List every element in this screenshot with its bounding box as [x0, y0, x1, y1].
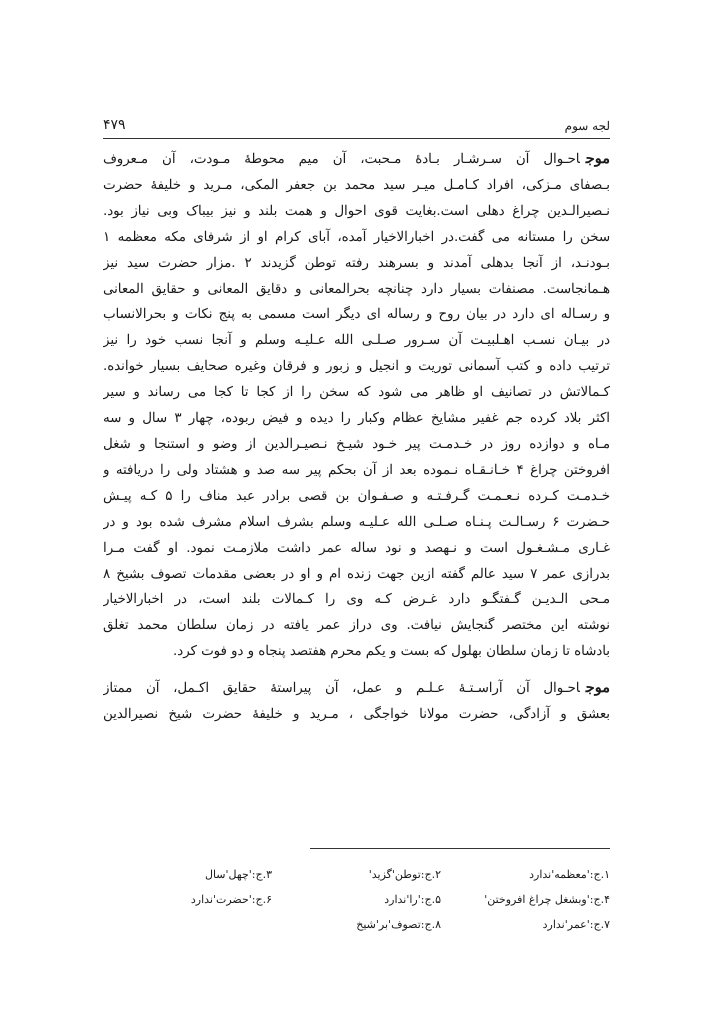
footnote-row [103, 862, 610, 887]
footnote: ۸.ج:تصوف'بر'شیخ [356, 918, 441, 931]
text-line: بعشق و آزادگی، حضرت مولانا خواجگی ، مـرید و خلیفهٔ حضرت شیخ نصیرالدین [103, 707, 610, 723]
text-line: حـضرت ۶ رسـالـت پـنـاه صـلـی الله عـلیـه وسلم بشرف اسلام مشرف شده بود و در [103, 514, 610, 530]
paragraph-lead: موج [585, 679, 610, 697]
footnote: ۵.ج:'را'ندارد [384, 893, 441, 906]
footnote: ۳.ج:'چهل'سال [204, 868, 272, 881]
footnote: ۴.ج:'وبشغل چراغ افروختن' [484, 893, 610, 906]
page-number: ۴۷۹ [103, 117, 126, 133]
text-line: افروختن چراغ ۴ خـانـقـاه نـموده بعد از آن بحکم پیر سه صد و هشتاد ولی را دریافته و [103, 462, 610, 478]
text-line: نـصیرالـدین چراغ دهلی است.بغایت قوی احوال و همت بلند و نیز بیباک وبی نیاز بود. [103, 203, 610, 219]
text-line: بـودنـد، از آنجا بدهلی آمدند و بسرهند رفته توطن گزیدند ۲ .مزار حضرت سید نیز [103, 255, 610, 271]
text-line: ترتیب داده و کتب آسمانی توریت و انجیل و زبور و فرقان وغیره صحایف بسیار خوانده. [103, 359, 610, 375]
text-line: مـاه و دوازده روز در خـدمـت پیر خـود شیـخ نـصیـرالدین از وضو و استنجا و شغل [103, 436, 610, 452]
text-line: نوشته این مختصر گنجایش نیافت. وی دراز عمر یافته در زمان سلطان محمد تغلق [103, 618, 610, 634]
text-line: بادشاه تا زمان سلطان بهلول که بست و یکم محرم هفتصد پنجاه و دو فوت کرد. [173, 644, 610, 660]
text-line: غـاری مـشـغـول است و نـهصد و نود ساله عمر داشت ملازمـت نمود. او گفت مـرا [103, 540, 610, 556]
text-line: بدرازی عمر ۷ سید عالم گفته ازین جهت زنده ام و او در بعضی مقدمات تصوف بشیخ ۸ [103, 566, 610, 582]
paragraph-2 [103, 675, 610, 728]
paragraph-lead: موج [585, 150, 610, 167]
text-line: و رسـاله ای دارد در بیان روح و رساله ای دیگر است مسمی به پنج نکات و بحرالانساب [103, 307, 610, 323]
text-line: سخن را مستانه می گفت.در اخبارالاخیار آمده، آبای کرام او از شرفای مکه معظمه ۱ [103, 229, 610, 245]
footnote-row [103, 912, 610, 937]
footnote: ۲.ج:توطن'گزید' [368, 868, 441, 881]
paragraph-1 [103, 146, 610, 665]
footnotes [103, 862, 610, 937]
text-line: خـدمـت کـرده نـعـمـت گـرفـتـه و صـفـوان بن قصی برادر عبد مناف را ۵ کـه پیـش [103, 488, 610, 504]
text-line: موجاحـوال آن سـرشـار بـادهٔ مـحبت، آن میم محوطهٔ مـودت، آن مـعروف [103, 150, 610, 167]
text-line: در بیـان نسـب اهـلبیـت آن سـرور صـلـی الله عـلیـه وسلم و آنجا نسب خود را نیز [103, 333, 610, 349]
text-line: اکثر بلاد کرده جم غفیر مشایخ عظام وکبار را دیده و فیض ربوده، چهار ۳ سال و سه [103, 411, 610, 427]
text-line: موجاحـوال آن آراسـتـهٔ عـلـم و عمل، آن پیراستهٔ حقایق اکـمل، آن ممتاز [103, 679, 610, 697]
running-header [103, 117, 610, 133]
footnote: ۱.ج:'معظمه'ندارد [529, 868, 610, 881]
header-rule [103, 138, 610, 139]
main-text [103, 146, 610, 728]
chapter-title: لجه سوم [564, 119, 610, 133]
text-line: هـمانجاست. مصنفات بسیار دارد چنانچه بحرالمعانی و دقایق المعانی و حقایق المعانی [103, 281, 610, 297]
footnote-row [103, 887, 610, 912]
text-line: کـمالاتش در تصانیف او ظاهر می شود که سخن را از کجا تا کجا می رساند و سیر [103, 385, 610, 401]
footnote: ۷.ج:'عمر'ندارد [542, 918, 610, 931]
footnote-rule [310, 848, 610, 849]
footnote: ۶.ج:'حضرت'ندارد [190, 893, 272, 906]
text-line: مـحی الـدیـن گـفتگـو دارد غـرض کـه وی را کـمالات بلند است، در اخبارالاخیار [103, 592, 610, 608]
text-line: بـصفای مـزکی، افراد کـامـل میـر سید محمد بن جعفر المکی، مـرید و خلیفهٔ حضرت [103, 177, 610, 193]
